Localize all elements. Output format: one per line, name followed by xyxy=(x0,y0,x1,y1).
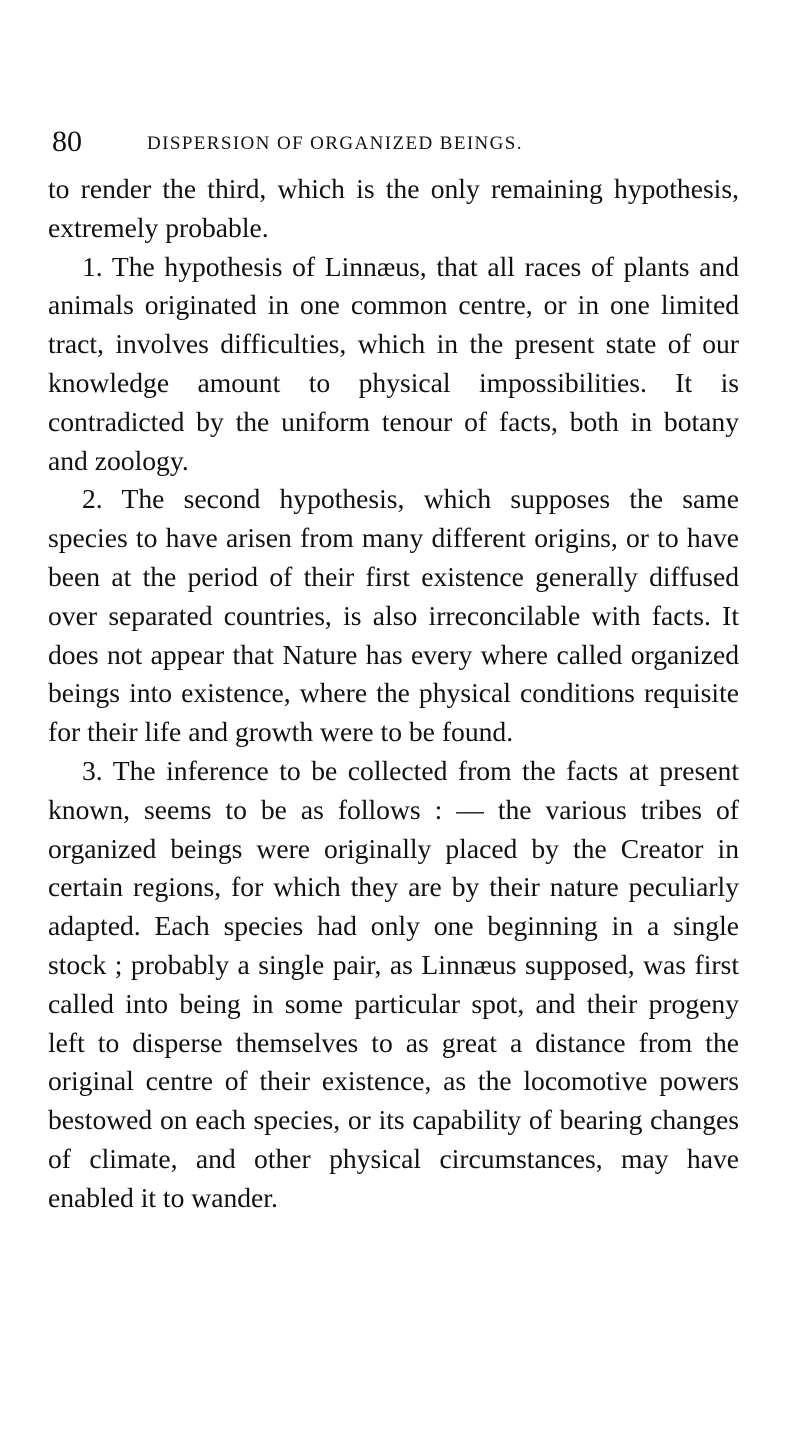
paragraph-hypothesis-1: 1. The hypothesis of Linnæus, that all races of plants and animals originated in one common centre, or in one limited tract, involves difficulties, which in the present state of our knowledge amount to physical impossibilities. It is contradicted by the uniform tenour of facts, both in botany and zoology. xyxy=(48,250,739,476)
paragraph-hypothesis-2: 2. The second hypothesis, which supposes the same species to have arisen from many different origins, or to have been at the period of their first existence generally diffused over separated countries, is also irreconcilable with facts. It does not appear that Nature has every where called organized beings into existence, where the physical conditions requisite for their life and growth were to be found. xyxy=(48,483,739,748)
paragraph-continuation: to render the third, which is the only remaining hypothesis, extremely probable. xyxy=(48,173,739,243)
paragraph-inference-3: 3. The inference to be collected from the facts at present known, seems to be as follows : — the various tribes of organized beings were originally placed by the Creator in certain regions, for which they are by their nature peculiarly adapted. Each species had only one beginning in a single stock ; probably a single pair, as Linnæus supposed, was first called into being in some particular spot, and their progeny left to disperse themselves to as great a distance from the original centre of their existence, as the locomotive powers bestowed on each species, or its capability of bearing changes of climate, and other physical circumstances, may have enabled it to wander. xyxy=(48,754,739,1213)
body-text xyxy=(48,170,739,1218)
page-header xyxy=(52,124,752,164)
running-head: DISPERSION OF ORGANIZED BEINGS. xyxy=(147,133,523,154)
page-number: 80 xyxy=(52,125,82,158)
